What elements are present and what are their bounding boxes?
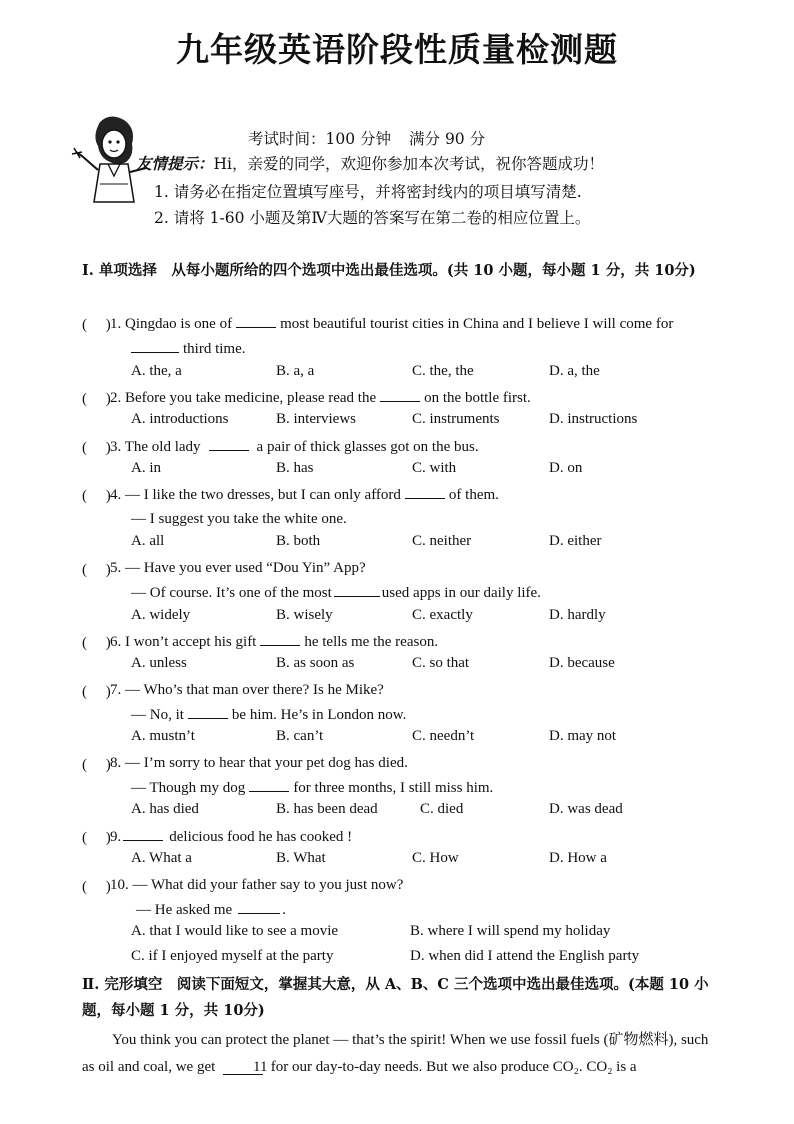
option-b: B. a, a	[276, 363, 315, 379]
option-b: B. interviews	[276, 411, 356, 427]
option-a: A. widely	[131, 607, 191, 623]
question-5-line-2: — Of course. It’s one of the most used apps in our daily life.	[131, 582, 541, 603]
option-c: C. if I enjoyed myself at the party	[131, 948, 334, 964]
option-d: D. hardly	[549, 607, 606, 623]
answer-paren-8: ( )	[82, 757, 111, 773]
blank	[123, 826, 163, 841]
question-1: 1. Qingdao is one of most beautiful tourist cities in China and I believe I will come for	[110, 313, 673, 334]
option-a: A. introductions	[131, 411, 229, 427]
answer-paren-6: ( )	[82, 635, 111, 651]
question-10-line-2: — He asked me .	[136, 899, 286, 920]
blank	[209, 436, 249, 451]
section-1-heading: Ⅰ. 单项选择 从每小题所给的四个选项中选出最佳选项。(共 10 小题，每小题 1 分，共 10分)	[82, 262, 696, 279]
option-b: B. has been dead	[276, 801, 378, 817]
option-d: D. either	[549, 533, 602, 549]
question-9: 9. delicious food he has cooked !	[110, 826, 352, 847]
tips-label: 友情提示：	[136, 154, 214, 173]
option-d: D. when did I attend the English party	[410, 948, 640, 964]
question-4: 4. — I like the two dresses, but I can only afford of them.	[110, 484, 499, 505]
answer-paren-5: ( )	[82, 562, 111, 578]
option-c: C. with	[412, 460, 457, 476]
option-a: A. What a	[131, 850, 192, 866]
blank	[131, 338, 179, 353]
tip-1: 1. 请务必在指定位置填写座号，并将密封线内的项目填写清楚.	[154, 183, 582, 201]
answer-paren-10: ( )	[82, 879, 111, 895]
option-d: D. may not	[549, 728, 617, 744]
blank	[405, 484, 445, 499]
cloze-blank-11: 11	[223, 1060, 263, 1075]
option-a: A. has died	[131, 801, 199, 817]
blank	[260, 631, 300, 646]
question-8-line-2: — Though my dog for three months, I still miss him.	[131, 777, 493, 798]
option-c: C. instruments	[412, 411, 500, 427]
option-d: D. How a	[549, 850, 607, 866]
full-score: 满分 90 分	[409, 130, 486, 148]
option-c: C. neither	[412, 533, 472, 549]
question-7-line-2: — No, it be him. He’s in London now.	[131, 704, 406, 725]
answer-paren-2: ( )	[82, 391, 111, 407]
page-title: 九年级英语阶段性质量检测题	[176, 30, 618, 69]
blank	[249, 777, 289, 792]
option-a: A. mustn’t	[131, 728, 195, 744]
blank	[334, 582, 380, 597]
option-d: D. instructions	[549, 411, 638, 427]
option-b: B. wisely	[276, 607, 333, 623]
blank	[380, 387, 420, 402]
option-d: D. a, the	[549, 363, 600, 379]
question-3: 3. The old lady a pair of thick glasses got on the bus.	[110, 436, 479, 457]
question-8: 8. — I’m sorry to hear that your pet dog has died.	[110, 755, 408, 771]
question-10: 10. — What did your father say to you just now?	[110, 877, 404, 893]
answer-paren-9: ( )	[82, 830, 111, 846]
option-a: A. the, a	[131, 363, 182, 379]
blank	[188, 704, 228, 719]
option-c: C. the, the	[412, 363, 474, 379]
friendly-tips	[136, 152, 604, 174]
tip-2: 2. 请将 1-60 小题及第Ⅳ大题的答案写在第二卷的相应位置上。	[154, 209, 591, 227]
exam-time: 考试时间：100 分钟	[248, 130, 392, 148]
option-c: C. so that	[412, 655, 470, 671]
exam-info	[248, 127, 485, 149]
option-a: A. unless	[131, 655, 187, 671]
answer-paren-4: ( )	[82, 488, 111, 504]
option-d: D. was dead	[549, 801, 623, 817]
option-d: D. because	[549, 655, 615, 671]
question-4-line-2: — I suggest you take the white one.	[131, 511, 347, 527]
option-c: C. How	[412, 850, 459, 866]
option-a: A. all	[131, 533, 165, 549]
blank	[236, 313, 276, 328]
option-b: B. as soon as	[276, 655, 355, 671]
question-6: 6. I won’t accept his gift he tells me the reason.	[110, 631, 438, 652]
option-c: C. exactly	[412, 607, 473, 623]
option-d: D. on	[549, 460, 583, 476]
section-2-heading: Ⅱ. 完形填空 阅读下面短文，掌握其大意，从 A、B、C 三个选项中选出最佳选项。(本题 10 小题，每小题 1 分，共 10分)	[82, 976, 709, 1019]
option-b: B. has	[276, 460, 314, 476]
question-2: 2. Before you take medicine, please read the on the bottle first.	[110, 387, 531, 408]
option-a: A. in	[131, 460, 161, 476]
cloze-passage: You think you can protect the planet — that’s the spirit! When we use fossil fuels (矿物燃料), such as oil and coal, we get 11 for our day-to-day needs. But we also produce CO₂. CO₂ is a	[82, 1032, 709, 1075]
answer-paren-3: ( )	[82, 440, 111, 456]
option-b: B. both	[276, 533, 321, 549]
option-b: B. where I will spend my holiday	[410, 923, 611, 939]
answer-paren-1: ( )	[82, 317, 111, 333]
option-b: B. What	[276, 850, 326, 866]
option-a: A. that I would like to see a movie	[131, 923, 339, 939]
option-c: C. died	[420, 801, 464, 817]
option-c: C. needn’t	[412, 728, 475, 744]
question-1-line-2: third time.	[131, 338, 246, 359]
blank	[238, 899, 280, 914]
tips-text: Hi，亲爱的同学，欢迎你参加本次考试，祝你答题成功！	[213, 155, 604, 173]
option-b: B. can’t	[276, 728, 324, 744]
answer-paren-7: ( )	[82, 684, 111, 700]
question-5: 5. — Have you ever used “Dou Yin” App?	[110, 560, 366, 576]
question-7: 7. — Who’s that man over there? Is he Mike?	[110, 682, 384, 698]
